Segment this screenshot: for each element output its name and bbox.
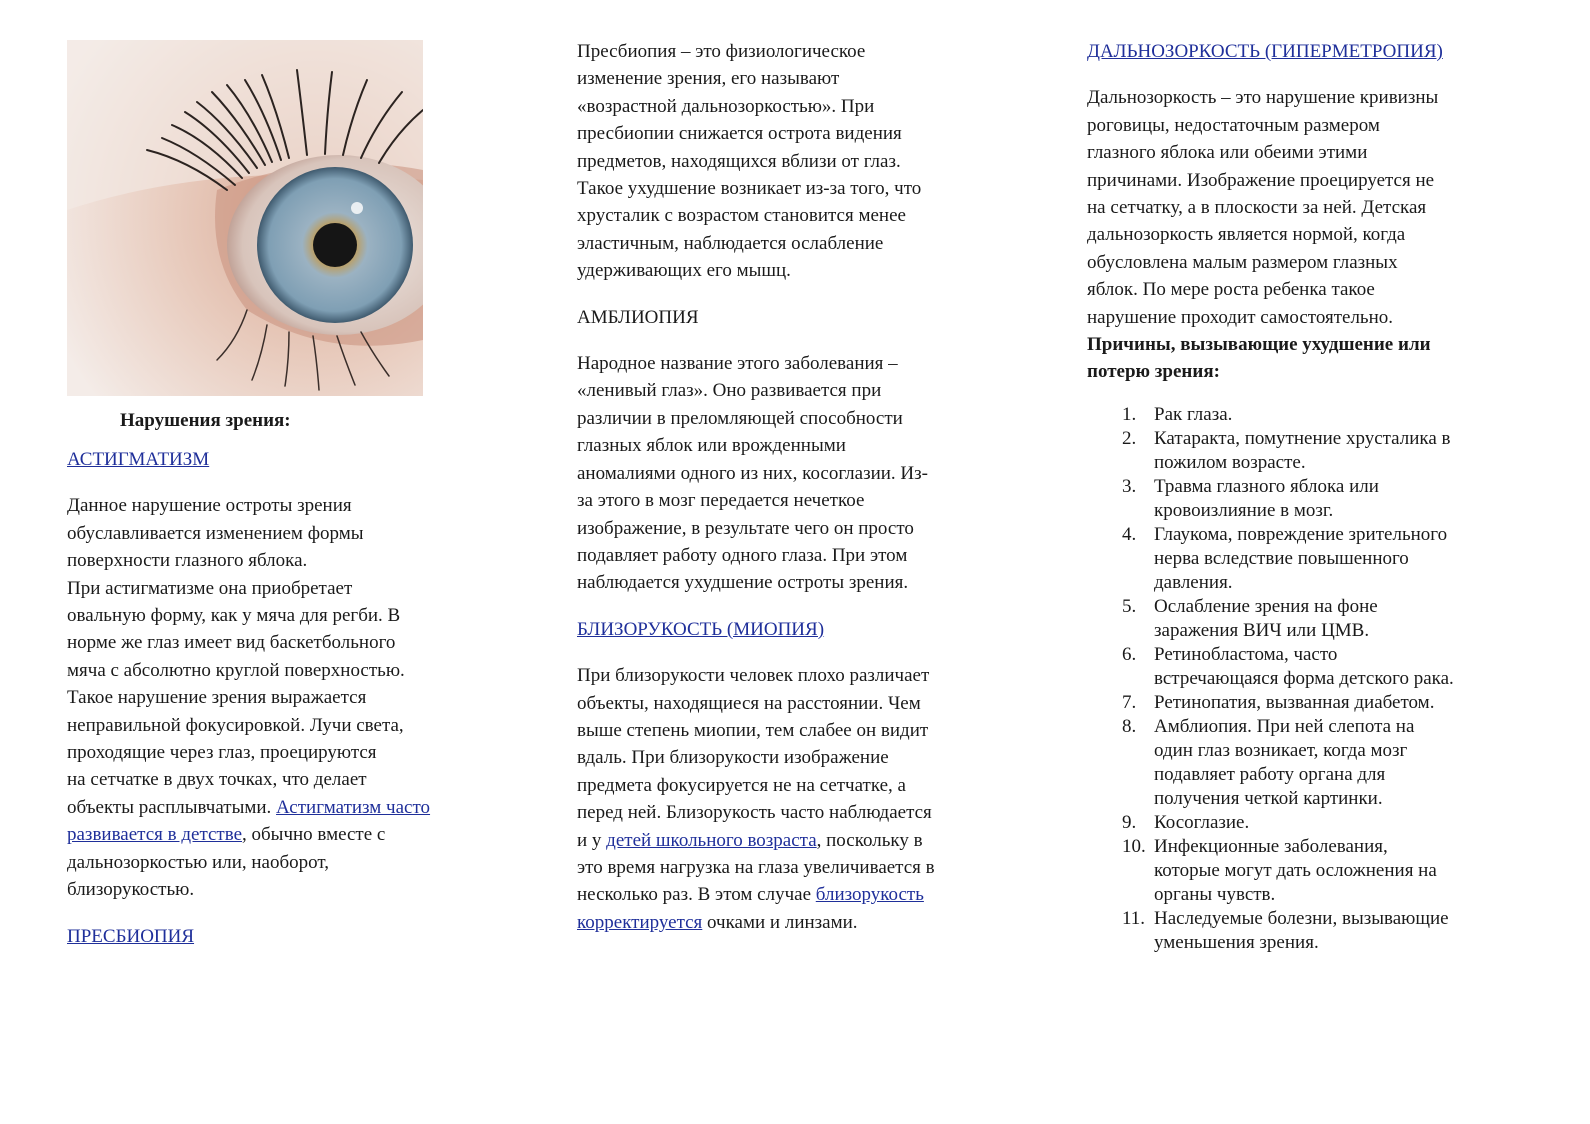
myopia-correction-link[interactable]: близорукость xyxy=(815,884,924,906)
text-line: объекты, находящиеся на расстоянии. Чем xyxy=(577,692,921,714)
text-line: дальнозоркость является нормой, когда xyxy=(1087,224,1406,246)
text-line: различии в преломляющей способности xyxy=(577,407,903,429)
cause-number: 9. xyxy=(1122,811,1137,833)
cause-item xyxy=(1087,811,1517,835)
cause-text-line: получения четкой картинки. xyxy=(1154,787,1383,809)
text-line: Такое нарушение зрения выражается xyxy=(67,687,367,709)
cause-item xyxy=(1087,907,1517,955)
cause-text-line: Рак глаза. xyxy=(1154,403,1233,425)
cause-item xyxy=(1087,595,1517,643)
cause-number: 1. xyxy=(1122,403,1137,425)
cause-text-line: органы чувств. xyxy=(1154,883,1276,905)
text-line: вдаль. При близорукости изображение xyxy=(577,747,889,769)
cause-text-line: давления. xyxy=(1154,571,1233,593)
cause-text xyxy=(1154,427,1517,475)
causes-heading xyxy=(1087,331,1517,386)
cause-text xyxy=(1154,643,1517,691)
cause-number: 7. xyxy=(1122,691,1137,713)
text-line: подавляет работу одного глаза. При этом xyxy=(577,544,908,566)
cause-number: 3. xyxy=(1122,475,1137,497)
text-line: При близорукости человек плохо различает xyxy=(577,665,930,687)
cause-item xyxy=(1087,715,1517,811)
text-line: поверхности глазного яблока. xyxy=(67,550,308,572)
astigmatism-title-link[interactable]: АСТИГМАТИЗМ xyxy=(67,449,210,470)
text-line: потерю зрения: xyxy=(1087,361,1220,383)
cause-text-line: подавляет работу органа для xyxy=(1154,763,1386,785)
astigmatism-childhood-link-cont[interactable]: развивается в детстве xyxy=(67,824,243,846)
text-fragment: несколько раз. В этом случае xyxy=(577,884,816,906)
cause-item xyxy=(1087,403,1517,427)
astigmatism-childhood-link[interactable]: Астигматизм часто xyxy=(276,796,431,818)
cause-text-line: Ретинопатия, вызванная диабетом. xyxy=(1154,691,1435,713)
text-line: норме же глаз имеет вид баскетбольного xyxy=(67,632,396,654)
cause-text-line: заражения ВИЧ или ЦМВ. xyxy=(1154,619,1370,641)
text-line: аномалиями одного из них, косоглазии. Из- xyxy=(577,462,928,484)
cause-text-line: Косоглазие. xyxy=(1154,811,1250,833)
text-fragment: , обычно вместе с xyxy=(242,824,386,846)
text-line: При астигматизме она приобретает xyxy=(67,577,353,599)
text-line: обуславливается изменением формы xyxy=(67,522,364,544)
text-line: перед ней. Близорукость часто наблюдается xyxy=(577,802,932,824)
cause-text xyxy=(1154,523,1517,595)
text-line: Пресбиопия – это физиологическое xyxy=(577,41,866,62)
cause-text-line: пожилом возрасте. xyxy=(1154,451,1306,473)
cause-item xyxy=(1087,427,1517,475)
text-line: предметов, находящихся вблизи от глаз. xyxy=(577,150,901,172)
cause-text-line: один глаз возникает, когда мозг xyxy=(1154,739,1408,761)
text-line xyxy=(577,881,997,908)
cause-text-line: Инфекционные заболевания, xyxy=(1154,835,1388,857)
cause-text xyxy=(1154,835,1517,907)
cause-text xyxy=(1154,715,1517,811)
text-line: за этого в мозг передается нечеткое xyxy=(577,490,865,512)
text-line: наблюдается ухудшение остроты зрения. xyxy=(577,572,909,594)
cause-text xyxy=(1154,811,1517,835)
causes-list xyxy=(1087,403,1517,955)
text-fragment: очками и линзами. xyxy=(702,911,858,933)
cause-text xyxy=(1154,907,1517,955)
col3-text-flow xyxy=(1087,38,1517,955)
text-line: нарушение проходит самостоятельно. xyxy=(1087,306,1394,328)
cause-text xyxy=(1154,475,1517,523)
text-line: неправильной фокусировкой. Лучи света, xyxy=(67,714,404,736)
cause-number: 4. xyxy=(1122,523,1137,545)
text-fragment: и у xyxy=(577,829,607,851)
hyperopia-paragraph xyxy=(1087,84,1517,331)
vision-disorders-heading: Нарушения зрения: xyxy=(120,410,291,431)
text-line xyxy=(577,827,997,854)
presbyopia-title-link[interactable]: ПРЕСБИОПИЯ xyxy=(67,925,195,947)
myopia-title-link[interactable]: БЛИЗОРУКОСТЬ (МИОПИЯ) xyxy=(577,618,825,640)
cause-number: 6. xyxy=(1122,643,1137,665)
cause-item xyxy=(1087,643,1517,691)
text-fragment: , поскольку в xyxy=(816,829,923,851)
cause-item xyxy=(1087,691,1517,715)
myopia-paragraph xyxy=(577,662,997,936)
text-line xyxy=(67,794,487,821)
text-line: эластичным, наблюдается ослабление xyxy=(577,232,884,254)
text-line: мяча с абсолютно круглой поверхностью. xyxy=(67,659,405,681)
text-line: проходящие через глаз, проецируются xyxy=(67,742,377,764)
text-line: роговицы, недостаточным размером xyxy=(1087,114,1380,136)
text-line: глазного яблока или обеими этими xyxy=(1087,142,1368,164)
text-line: глазных яблок или врожденными xyxy=(577,435,846,457)
text-line: хрусталик с возрастом становится менее xyxy=(577,205,906,227)
cause-text-line: встречающаяся форма детского рака. xyxy=(1154,667,1454,689)
astigmatism-paragraph xyxy=(67,492,487,903)
presbyopia-paragraph xyxy=(577,38,997,285)
col1-text-flow xyxy=(67,446,487,950)
cause-number: 11. xyxy=(1122,907,1146,929)
col2-text-flow xyxy=(577,38,997,936)
cause-text-line: Ретинобластома, часто xyxy=(1154,643,1338,665)
cause-text-line: нерва вследствие повышенного xyxy=(1154,547,1409,569)
text-line: овальную форму, как у мяча для регби. В xyxy=(67,605,401,627)
text-line: на сетчатку, а в плоскости за ней. Детская xyxy=(1087,197,1427,219)
text-line: изменение зрения, его называют xyxy=(577,68,840,90)
text-line: Народное название этого заболевания – xyxy=(577,353,898,375)
text-line xyxy=(577,909,997,936)
cause-number: 8. xyxy=(1122,715,1137,737)
amblyopia-paragraph xyxy=(577,350,997,597)
text-line: яблок. По мере роста ребенка такое xyxy=(1087,279,1375,301)
text-line: удерживающих его мышц. xyxy=(577,260,791,282)
text-line: выше степень миопии, тем слабее он видит xyxy=(577,719,929,741)
text-line: Такое ухудшение возникает из-за того, что xyxy=(577,178,922,200)
text-line: Данное нарушение остроты зрения xyxy=(67,495,352,517)
cause-text-line: кровоизлияние в мозг. xyxy=(1154,499,1334,521)
text-line: «ленивый глаз». Оно развивается при xyxy=(577,380,882,402)
text-line: это время нагрузка на глаза увеличивается в xyxy=(577,856,935,878)
cause-text xyxy=(1154,595,1517,643)
cause-number: 2. xyxy=(1122,427,1137,449)
cause-number: 10. xyxy=(1122,835,1146,857)
text-line: предмета фокусируется не на сетчатке, а xyxy=(577,774,906,796)
text-line: близорукостью. xyxy=(67,879,195,901)
text-line: Причины, вызывающие ухудшение или xyxy=(1087,334,1431,356)
cause-text-line: которые могут дать осложнения на xyxy=(1154,859,1437,881)
cause-item xyxy=(1087,475,1517,523)
cause-text-line: Ослабление зрения на фоне xyxy=(1154,595,1378,617)
text-line: обусловлена малым размером глазных xyxy=(1087,251,1398,273)
cause-text-line: Катаракта, помутнение хрусталика в xyxy=(1154,427,1451,449)
cause-text-line: Амблиопия. При ней слепота на xyxy=(1154,715,1415,737)
cause-text-line: Травма глазного яблока или xyxy=(1154,475,1379,497)
hyperopia-title-link[interactable]: ДАЛЬНОЗОРКОСТЬ (ГИПЕРМЕТРОПИЯ) xyxy=(1087,41,1443,62)
school-children-link[interactable]: детей школьного возраста xyxy=(606,829,817,851)
cause-item xyxy=(1087,835,1517,907)
myopia-correction-link-cont[interactable]: корректируется xyxy=(577,911,703,933)
cause-text-line: уменьшения зрения. xyxy=(1154,931,1319,953)
cause-text-line: Наследуемые болезни, вызывающие xyxy=(1154,907,1449,929)
amblyopia-title: АМБЛИОПИЯ xyxy=(577,306,699,328)
eye-photo xyxy=(67,40,423,396)
cause-text xyxy=(1154,691,1517,715)
text-line xyxy=(67,821,487,848)
text-line: Дальнозоркость – это нарушение кривизны xyxy=(1087,87,1439,109)
cause-text-line: Глаукома, повреждение зрительного xyxy=(1154,523,1448,545)
text-line: пресбиопии снижается острота видения xyxy=(577,123,902,145)
cause-item xyxy=(1087,523,1517,595)
text-line: причинами. Изображение проецируется не xyxy=(1087,169,1435,191)
text-line: на сетчатке в двух точках, что делает xyxy=(67,769,367,791)
text-fragment: объекты расплывчатыми. xyxy=(67,796,277,818)
text-line: изображение, в результате чего он просто xyxy=(577,517,914,539)
text-line: «возрастной дальнозоркостью». При xyxy=(577,95,875,117)
text-line: дальнозоркостью или, наоборот, xyxy=(67,851,330,873)
cause-text xyxy=(1154,403,1517,427)
cause-number: 5. xyxy=(1122,595,1137,617)
